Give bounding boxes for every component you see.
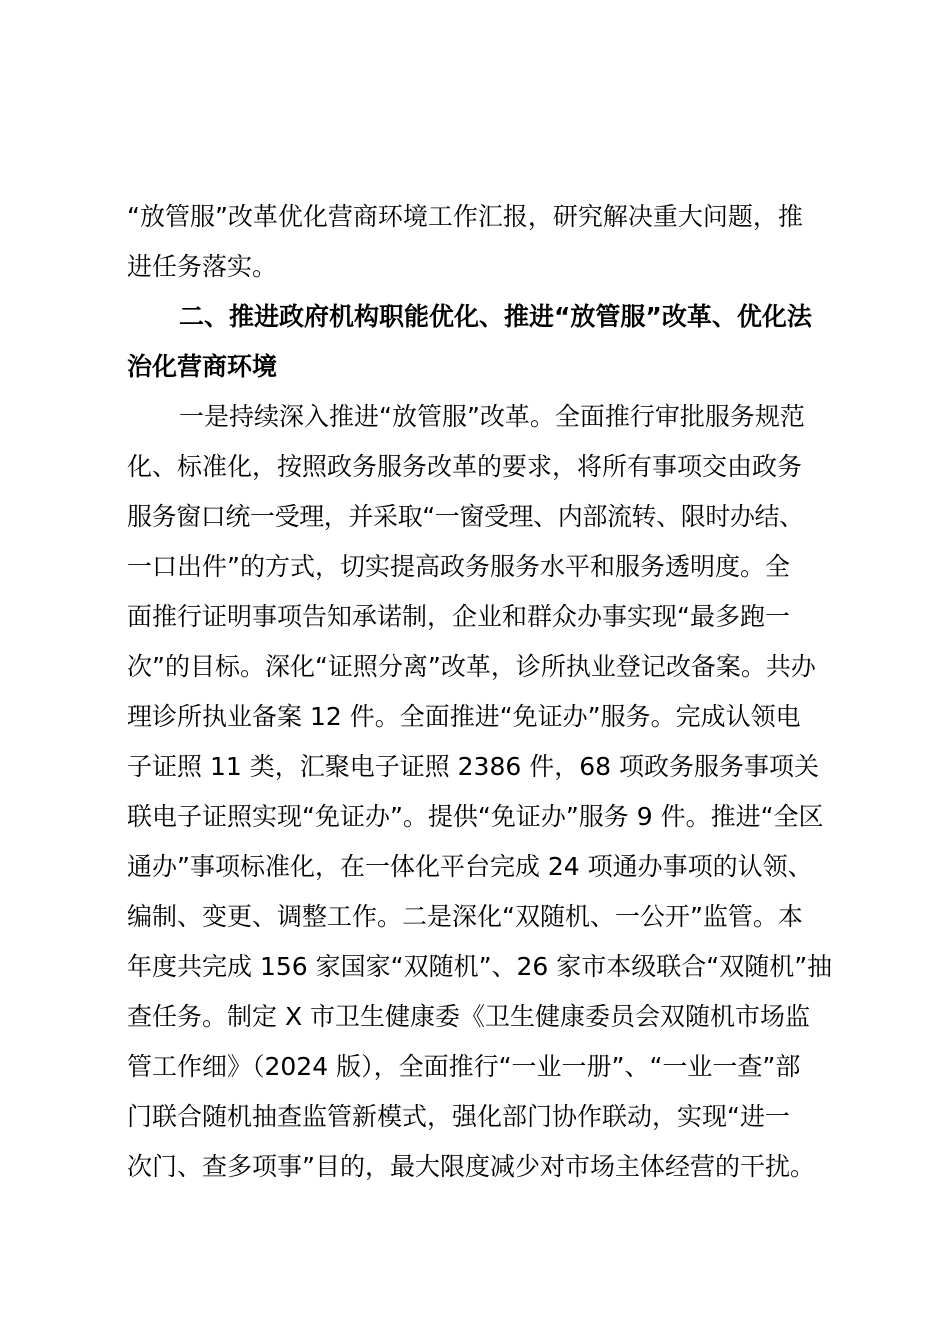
- text-line: 次门、查多项事”目的，最大限度减少对市场主体经营的干扰。: [127, 1152, 815, 1181]
- text-line: “放管服”改革优化营商环境工作汇报，研究解决重大问题，推: [127, 202, 803, 231]
- heading-line: 二、推进政府机构职能优化、推进“放管服”改革、优化法: [179, 302, 812, 331]
- text-line: 化、标准化，按照政务服务改革的要求，将所有事项交由政务: [127, 452, 803, 481]
- text-line: 进任务落实。: [127, 252, 278, 281]
- paragraph-body: [127, 392, 833, 1192]
- text-line: 查任务。制定 X 市卫生健康委《卫生健康委员会双随机市场监: [127, 1002, 811, 1031]
- text-line: 次”的目标。深化“证照分离”改革，诊所执业登记改备案。共办: [127, 652, 816, 681]
- text-line: 编制、变更、调整工作。二是深化“双随机、一公开”监管。本: [127, 902, 803, 931]
- text-line: 年度共完成 156 家国家“双随机”、26 家市本级联合“双随机”抽: [127, 952, 833, 981]
- text-line: 理诊所执业备案 12 件。全面推进“免证办”服务。完成认领电: [127, 702, 801, 731]
- text-line: 一口出件”的方式，切实提高政务服务水平和服务透明度。全: [127, 552, 790, 581]
- text-line: 门联合随机抽查监管新模式，强化部门协作联动，实现“进一: [127, 1102, 790, 1131]
- paragraph-continuation: [127, 192, 827, 292]
- text-line: 面推行证明事项告知承诺制，企业和群众办事实现“最多跑一: [127, 602, 790, 631]
- text-line: 管工作细》（2024 版），全面推行“一业一册”、“一业一查”部: [127, 1052, 801, 1081]
- text-line: 服务窗口统一受理，并采取“一窗受理、内部流转、限时办结、: [127, 502, 804, 531]
- text-line: 通办”事项标准化，在一体化平台完成 24 项通办事项的认领、: [127, 852, 813, 881]
- document-body: [127, 192, 833, 1192]
- text-line: 一是持续深入推进“放管服”改革。全面推行审批服务规范: [179, 402, 805, 431]
- text-line: 联电子证照实现“免证办”。提供“免证办”服务 9 件。推进“全区: [127, 802, 824, 831]
- section-heading: [127, 292, 827, 392]
- text-line: 子证照 11 类，汇聚电子证照 2386 件，68 项政务服务事项关: [127, 752, 819, 781]
- heading-line: 治化营商环境: [127, 352, 278, 381]
